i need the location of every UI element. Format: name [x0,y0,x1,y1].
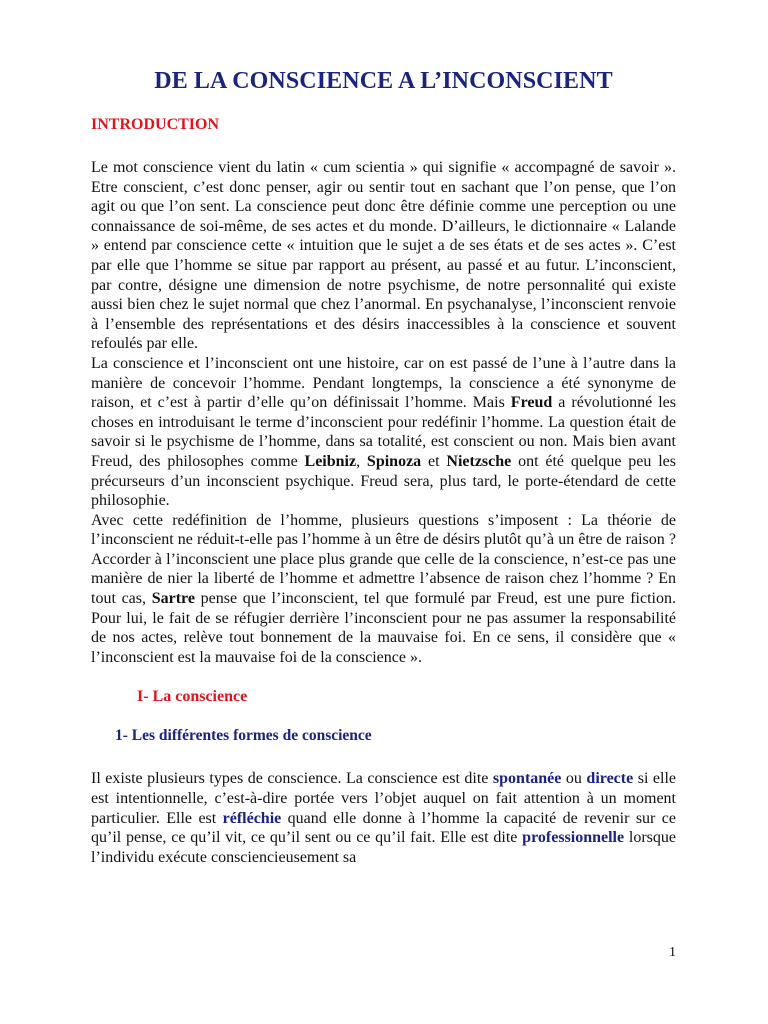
name-sartre: Sartre [151,590,195,608]
term-spontanee: spontanée [492,770,562,788]
paragraph-questions: Avec cette redéfinition de l’homme, plusieurs questions s’imposent : La théorie de l’inconscient ne réduit-t-elle pas l’homme à un être de désirs plutôt qu’à un être de raison ? Accorder à l’inconscient une place plus grande que celle de la conscience, n’est-ce pas une manière de nier la liberté de l’homme et admettre l’absence de raison chez l’homme ? En tout cas, Sartre pense que l’inconscient, tel que formulé par Freud, est une pure fiction. Pour lui, le fait de se réfugier derrière l’inconscient pour ne pas assumer la responsabilité de nos actes, relève tout bonnement de la mauvaise foi. En ce sens, il considère que « l’inconscient est la mauvaise foi de la conscience ». [91,511,676,666]
term-reflechie: réfléchie [222,809,282,827]
name-freud: Freud [510,394,553,412]
paragraph-history: La conscience et l’inconscient ont une histoire, car on est passé de l’une à l’autre dans la manière de concevoir l’homme. Pendant longtemps, la conscience a été synonyme de raison, et c’est à partir d’elle qu’on définissait l’homme. Mais Freud a révolutionné les choses en introduisant le terme d’inconscient pour redéfinir l’homme. La question était de savoir si le psychisme de l’homme, dans sa totalité, est conscient ou non. Mais bien avant Freud, des philosophes comme Leibniz, Spinoza et Nietzsche ont été quelque peu les précurseurs d’un inconscient psychique. Freud sera, plus tard, le porte-étendard de cette philosophie. [91,354,677,510]
paragraph-definition: Le mot conscience vient du latin « cum scientia » qui signifie « accompagné de savoir ». Etre conscient, c’est donc penser, agir ou sentir tout en sachant que l’on pense, que l’on agit ou que l’on sent. La conscience peut donc être définie comme une perception ou une connaissance de soi-même, de ses actes et du monde. D’ailleurs, le dictionnaire « Lalande » entend par conscience cette « intuition que le sujet a de ses états et de ses actes ». C’est par elle que l’homme se situe par rapport au présent, au passé et au futur. L’inconscient, par contre, désigne une dimension de notre psychisme, de notre personnalité qui existe aussi bien chez le sujet normal que chez l’anormal. En psychanalyse, l’inconscient renvoie à l’ensemble des représentations et des désirs inaccessibles à la conscience et souvent refoulés par elle. [91,159,676,353]
paragraph-types: Il existe plusieurs types de conscience. La conscience est dite spontanée ou directe si elle est intentionnelle, c’est-à-dire portée vers l’objet auquel on fait attention à un moment particulier. Elle est réfléchie quand elle donne à l’homme la capacité de revenir sur ce qu’il pense, ce qu’il vit, ce qu’il sent ou ce qu’il fait. Elle est dite professionnelle lorsque l’individu exécute consciencieusement sa [91,770,677,866]
term-professionnelle: professionnelle [522,829,625,847]
term-directe: directe [586,770,634,788]
section-heading-conscience: I- La conscience [137,688,248,706]
name-nietzsche: Nietzsche [446,452,512,470]
introduction-heading: INTRODUCTION [91,116,220,133]
document-page [91,62,676,867]
page-number: 1 [669,945,676,960]
subsection-heading-formes: 1- Les différentes formes de conscience [115,727,372,745]
page-title: DE LA CONSCIENCE A L’INCONSCIENT [154,68,613,94]
name-spinoza: Spinoza [366,452,422,470]
name-leibniz: Leibniz [304,452,357,470]
